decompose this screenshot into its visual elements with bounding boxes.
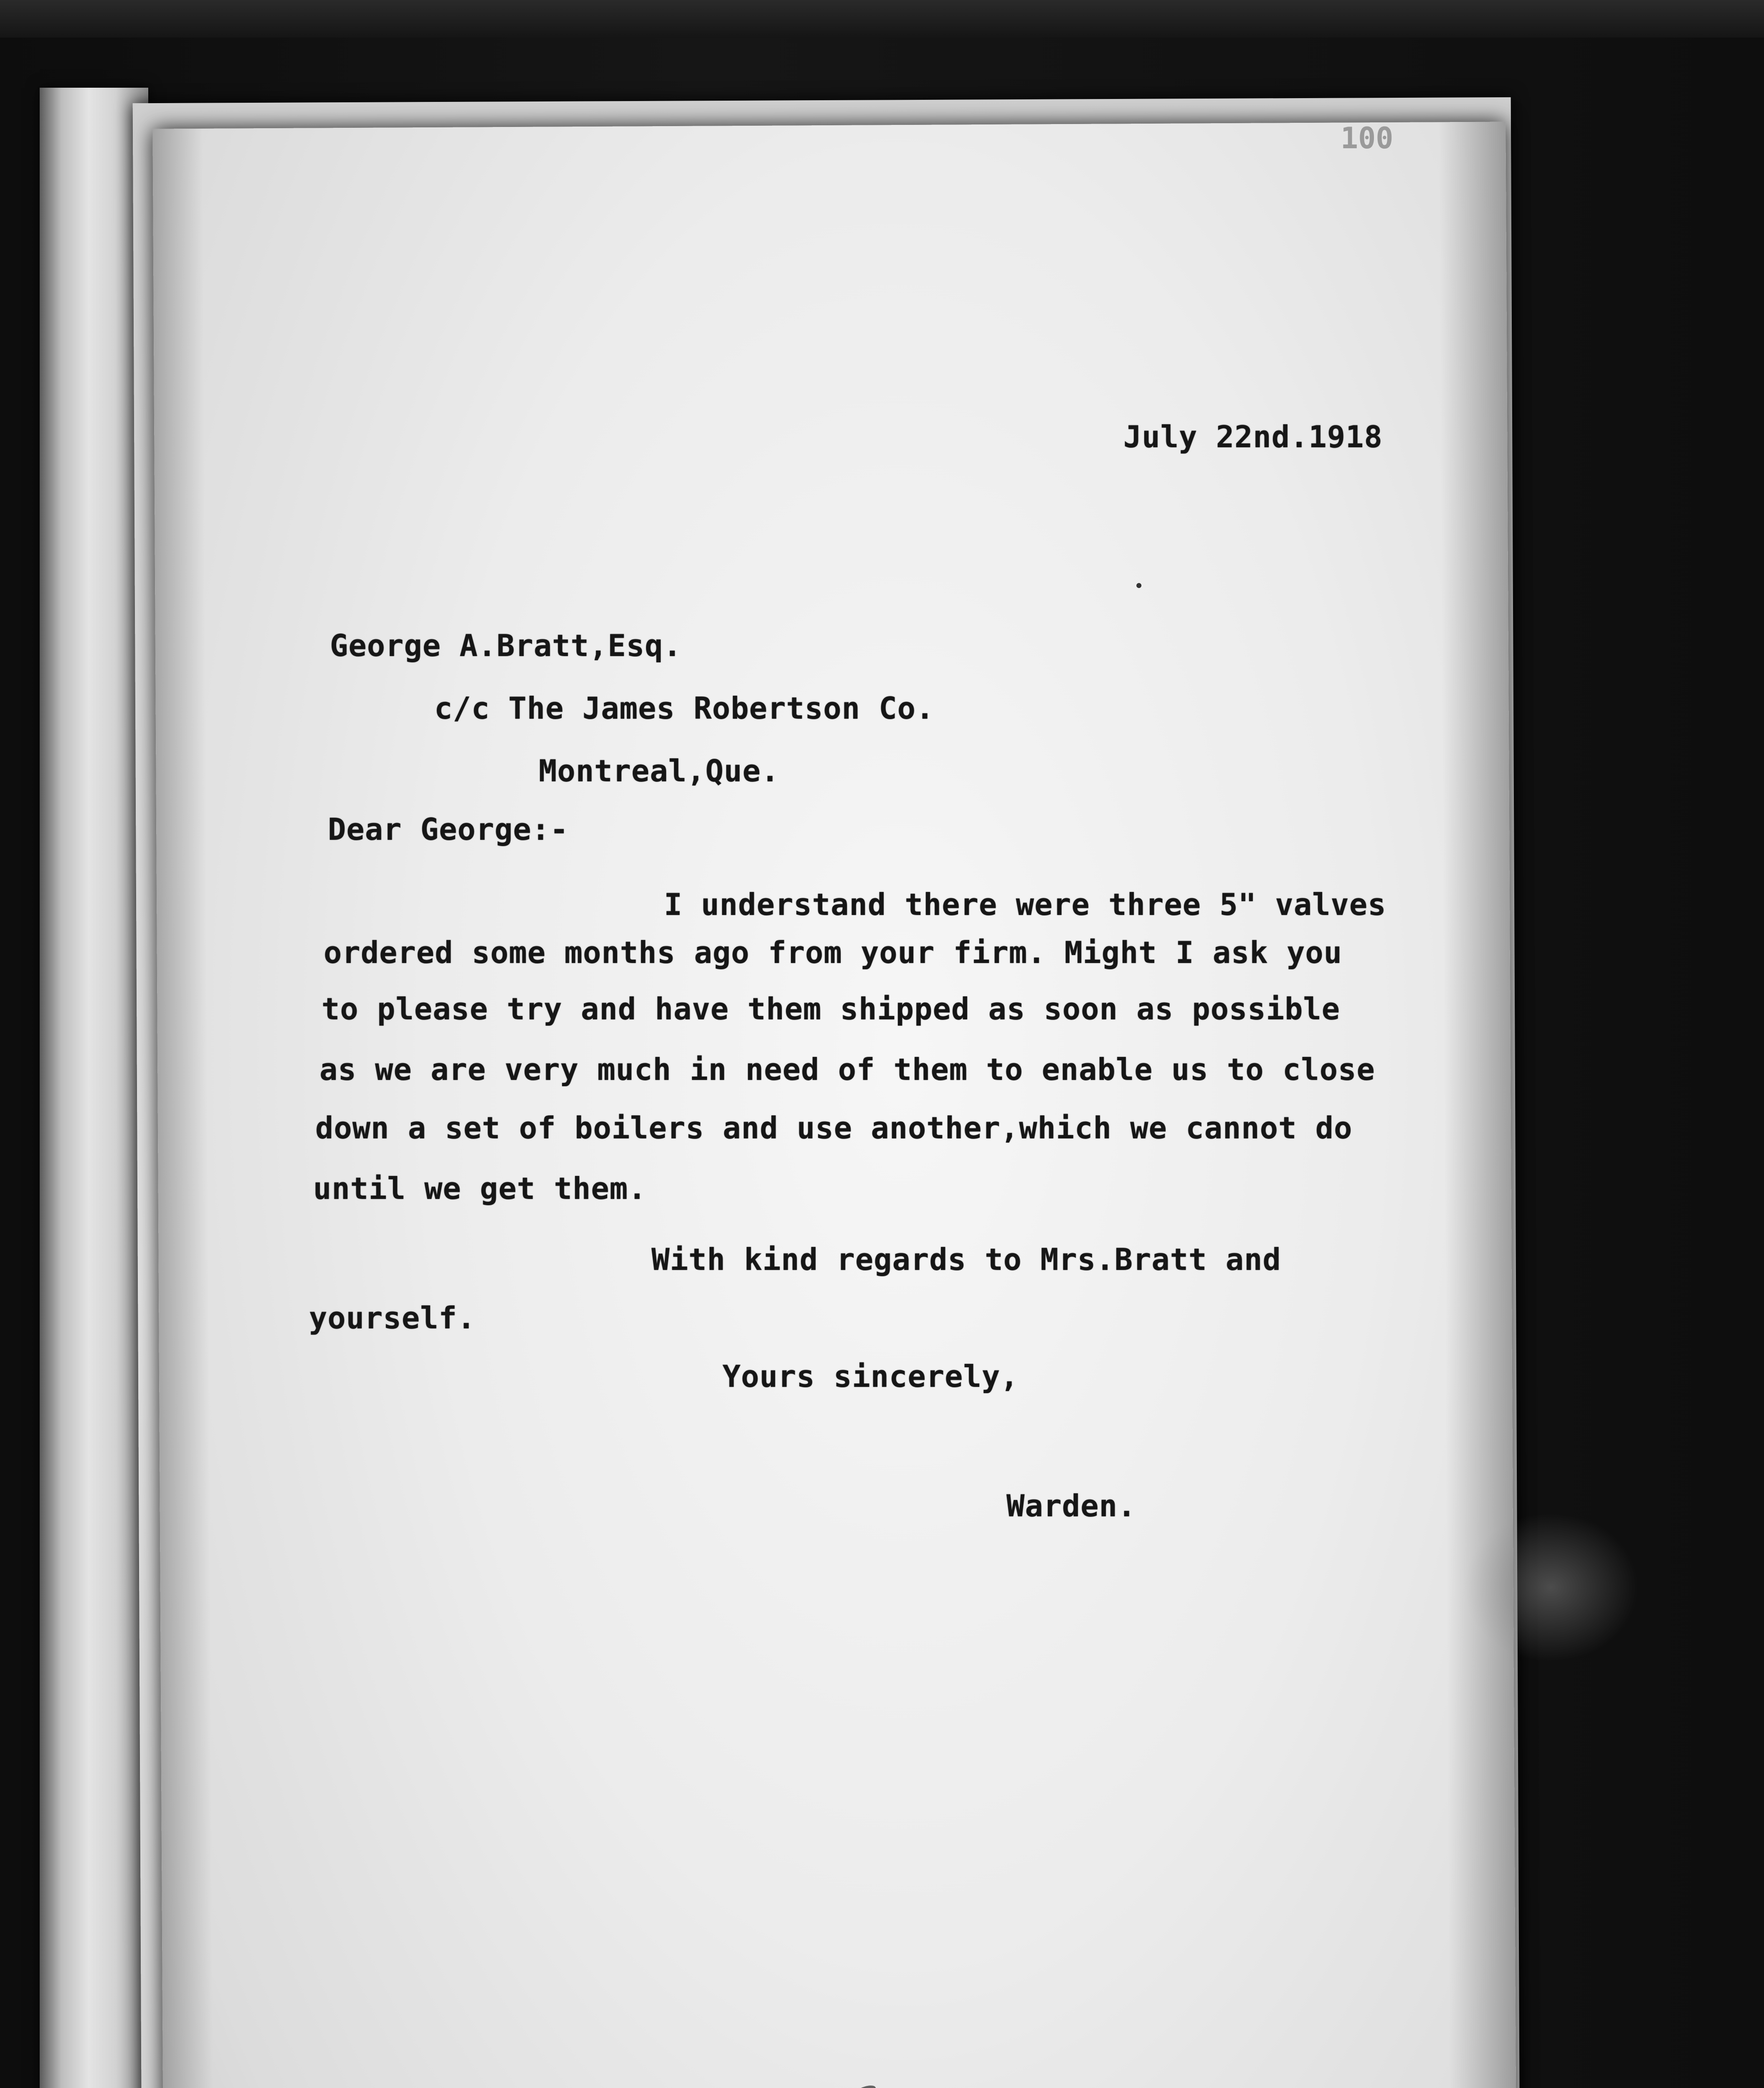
page-number: 100 [1341,121,1394,155]
regards-line: With kind regards to Mrs.Bratt and [651,1242,1281,1277]
letter-date: July 22nd.1918 [1123,419,1383,454]
recipient-company: c/c The James Robertson Co. [434,691,935,726]
body-line: to please try and have them shipped as soon as possible [322,991,1341,1026]
ink-smudge [847,2082,878,2088]
binding-strip [40,88,148,2088]
letter-page [152,122,1518,2088]
body-line: until we get them. [313,1171,647,1206]
recipient-name: George A.Bratt,Esq. [330,628,682,663]
paper-stain [1463,1512,1639,1663]
regards-line-continued: yourself. [309,1300,476,1335]
body-line: I understand there were three 5" valves [664,887,1386,922]
body-line: as we are very much in need of them to enable us to close [319,1052,1375,1087]
body-line: ordered some months ago from your firm. Might I ask you [324,935,1343,970]
ink-dot [1136,583,1141,588]
salutation: Dear George:- [328,812,569,847]
signature: Warden. [1006,1488,1136,1523]
recipient-city: Montreal,Que. [539,753,780,788]
film-edge-top [0,0,1764,38]
closing: Yours sincerely, [722,1359,1019,1394]
body-line: down a set of boilers and use another,which we cannot do [315,1110,1353,1145]
